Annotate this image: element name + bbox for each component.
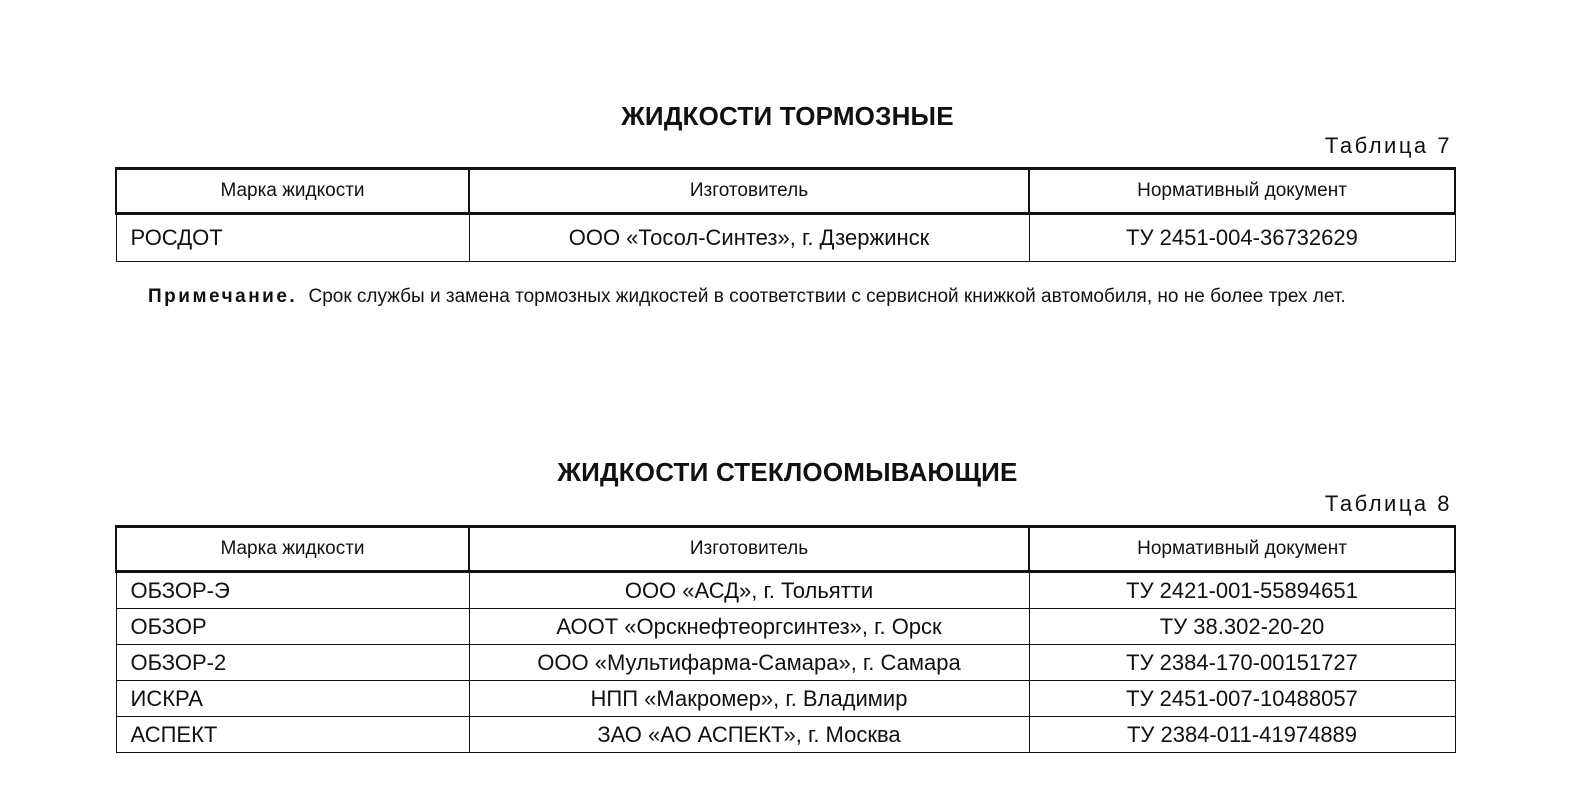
cell-standard: ТУ 38.302-20-20 — [1029, 609, 1455, 645]
header-manufacturer: Изготовитель — [469, 527, 1029, 572]
cell-standard: ТУ 2451-004-36732629 — [1029, 214, 1455, 262]
table-header-row — [116, 169, 1455, 214]
section2-table-label: Таблица 8 — [1324, 491, 1452, 516]
cell-standard: ТУ 2384-011-41974889 — [1029, 717, 1455, 753]
cell-brand: ИСКРА — [116, 681, 469, 717]
cell-standard: ТУ 2451-007-10488057 — [1029, 681, 1455, 717]
cell-manufacturer: ООО «АСД», г. Тольятти — [469, 572, 1029, 609]
cell-brand: ОБЗОР — [116, 609, 469, 645]
section1-title: ЖИДКОСТИ ТОРМОЗНЫЕ — [621, 101, 954, 131]
table-row — [116, 572, 1455, 609]
cell-standard: ТУ 2384-170-00151727 — [1029, 645, 1455, 681]
table-row — [116, 645, 1455, 681]
cell-brand: АСПЕКТ — [116, 717, 469, 753]
header-standard: Нормативный документ — [1029, 169, 1455, 214]
header-brand: Марка жидкости — [116, 527, 469, 572]
cell-brand: ОБЗОР-2 — [116, 645, 469, 681]
table-row — [116, 681, 1455, 717]
cell-manufacturer: ООО «Тосол-Синтез», г. Дзержинск — [469, 214, 1029, 262]
washer-fluids-table — [115, 525, 1456, 753]
cell-brand: РОСДОТ — [116, 214, 469, 262]
note-text: Срок службы и замена тормозных жидкостей в соответствии с сервисной книжкой автомобиля, но не более трех лет. — [308, 286, 1346, 307]
cell-manufacturer: НПП «Макромер», г. Владимир — [469, 681, 1029, 717]
table-row — [116, 214, 1455, 262]
table-row — [116, 609, 1455, 645]
table-row — [116, 717, 1455, 753]
cell-manufacturer: АООТ «Орскнефтеоргсинтез», г. Орск — [469, 609, 1029, 645]
header-brand: Марка жидкости — [116, 169, 469, 214]
section2-title: ЖИДКОСТИ СТЕКЛООМЫВАЮЩИЕ — [557, 457, 1018, 487]
table-header-row — [116, 527, 1455, 572]
cell-standard: ТУ 2421-001-55894651 — [1029, 572, 1455, 609]
cell-manufacturer: ООО «Мультифарма-Самара», г. Самара — [469, 645, 1029, 681]
cell-manufacturer: ЗАО «АО АСПЕКТ», г. Москва — [469, 717, 1029, 753]
header-manufacturer: Изготовитель — [469, 169, 1029, 214]
brake-fluids-table — [115, 167, 1456, 262]
note-label: Примечание. — [148, 286, 298, 307]
section1-note — [148, 286, 1346, 308]
header-standard: Нормативный документ — [1029, 527, 1455, 572]
section1-table-label: Таблица 7 — [1324, 133, 1452, 158]
cell-brand: ОБЗОР-Э — [116, 572, 469, 609]
